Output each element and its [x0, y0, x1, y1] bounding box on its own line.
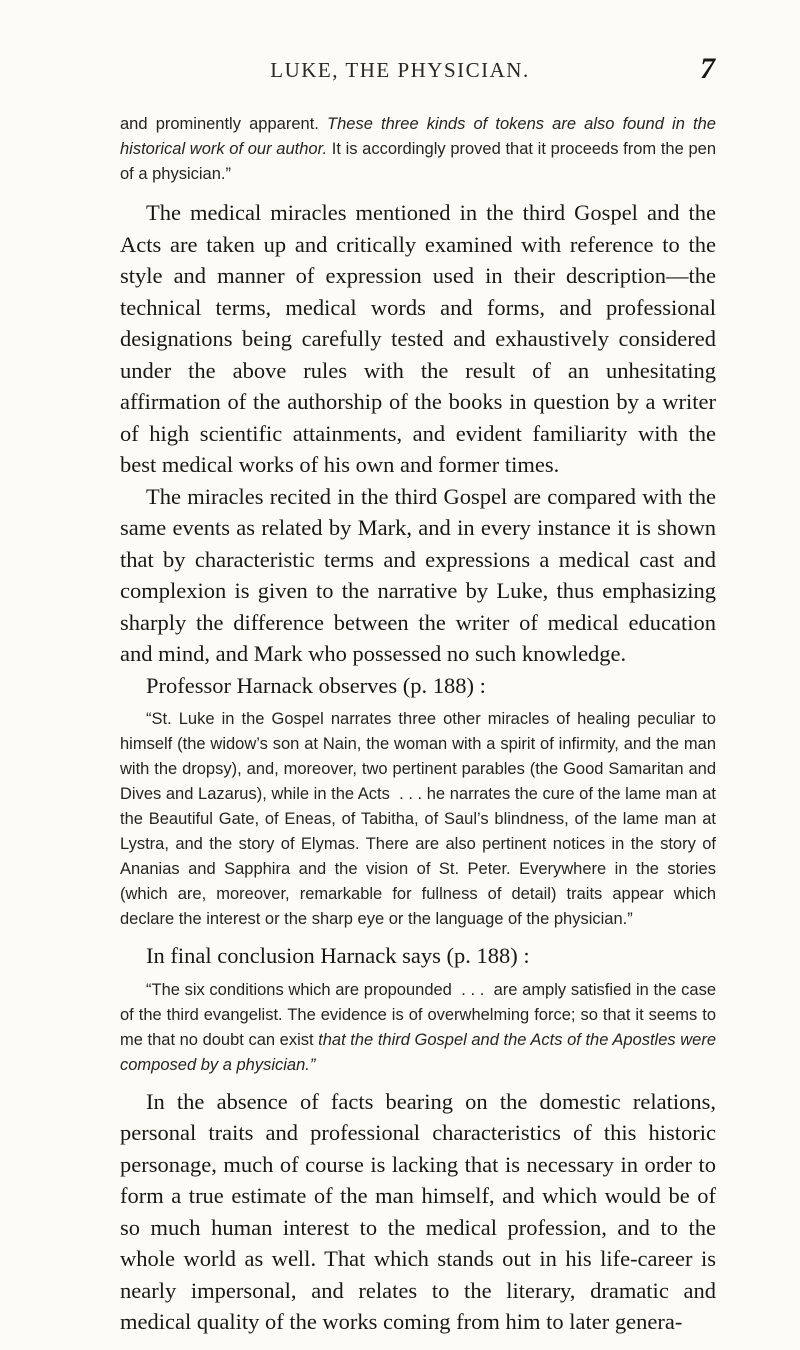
conclusion-quote-plain: “The six conditions which are propounded . . . are amply satisfied in the case of the third evangelist. The evidence is of overwhelming force; so that it seems to me that no doubt can exist — [120, 980, 716, 1049]
opening-quote-continuation — [120, 112, 716, 187]
paragraph-comparison-mark: The miracles recited in the third Gospel are compared with the same events as related by Mark, and in every instance it is shown that by characteristic terms and expressions a medical cast and complexion is given to the narrative by Luke, thus emphasizing sharply the difference between the writer of medical education and mind, and Mark who possessed no such knowledge. — [120, 483, 716, 666]
conclusion-quote-italic: that the third Gospel and the Acts of the Apostles were composed by a physician.” — [120, 1030, 716, 1074]
paragraph-harnack-observes: Professor Harnack observes (p. 188) : — [146, 672, 486, 698]
paragraph-absence-of-facts: In the absence of facts bearing on the domestic relations, personal traits and professional characteristics of this historic personage, much of course is lacking that is necessary in order to form a true estimate of the man himself, and which would be of so much human interest to the medical profession, and to the whole world as well. That which stands out in his life-career is nearly impersonal, and relates to the literary, dramatic and medical quality of the works coming from him to later genera- — [120, 1088, 716, 1334]
paragraph-medical-miracles: The medical miracles mentioned in the third Gospel and the Acts are taken up and critically examined with reference to the style and manner of expression used in their description—the technical terms, medical words and forms, and professional designations being carefully tested and exhaustively considered under the above rules with the result of an unhesitating affirmation of the authorship of the books in question by a writer of high scientific attainments, and evident familiarity with the best medical works of his own and former times. — [120, 200, 716, 477]
harnack-quote-miracles: “St. Luke in the Gospel narrates three other miracles of healing peculiar to himself (the widow’s son at Nain, the woman with a spirit of infirmity, and the man with the dropsy), and, moreover, two pertinent parables (the Good Samaritan and Dives and Lazarus), while in the Acts . . . he narrates the cure of the lame man at the Beautiful Gate, of Eneas, of Tabitha, of Saul’s blindness, of the lame man at Lystra, and the story of Elymas. There are also pertinent notices in the story of Ananias and Sapphira and the vision of St. Peter. Everywhere in the stories (which are, moreover, remarkable for fullness of detail) traits appear which declare the interest or the sharp eye or the language of the physician.” — [120, 710, 716, 928]
paragraph-final-conclusion: In final conclusion Harnack says (p. 188) : — [146, 943, 530, 968]
page-number: 7 — [700, 52, 715, 85]
page-body — [120, 112, 716, 1338]
running-head: LUKE, THE PHYSICIAN. — [270, 58, 530, 82]
opening-quote-end: It is accordingly proved that it proceeds from the pen of a physician.” — [120, 140, 716, 183]
opening-quote-plain: and prominently apparent. — [120, 115, 328, 133]
harnack-quote-conclusion — [120, 978, 716, 1078]
opening-quote-italic: These three kinds of tokens are also found in the historical work of our author. — [120, 115, 716, 158]
